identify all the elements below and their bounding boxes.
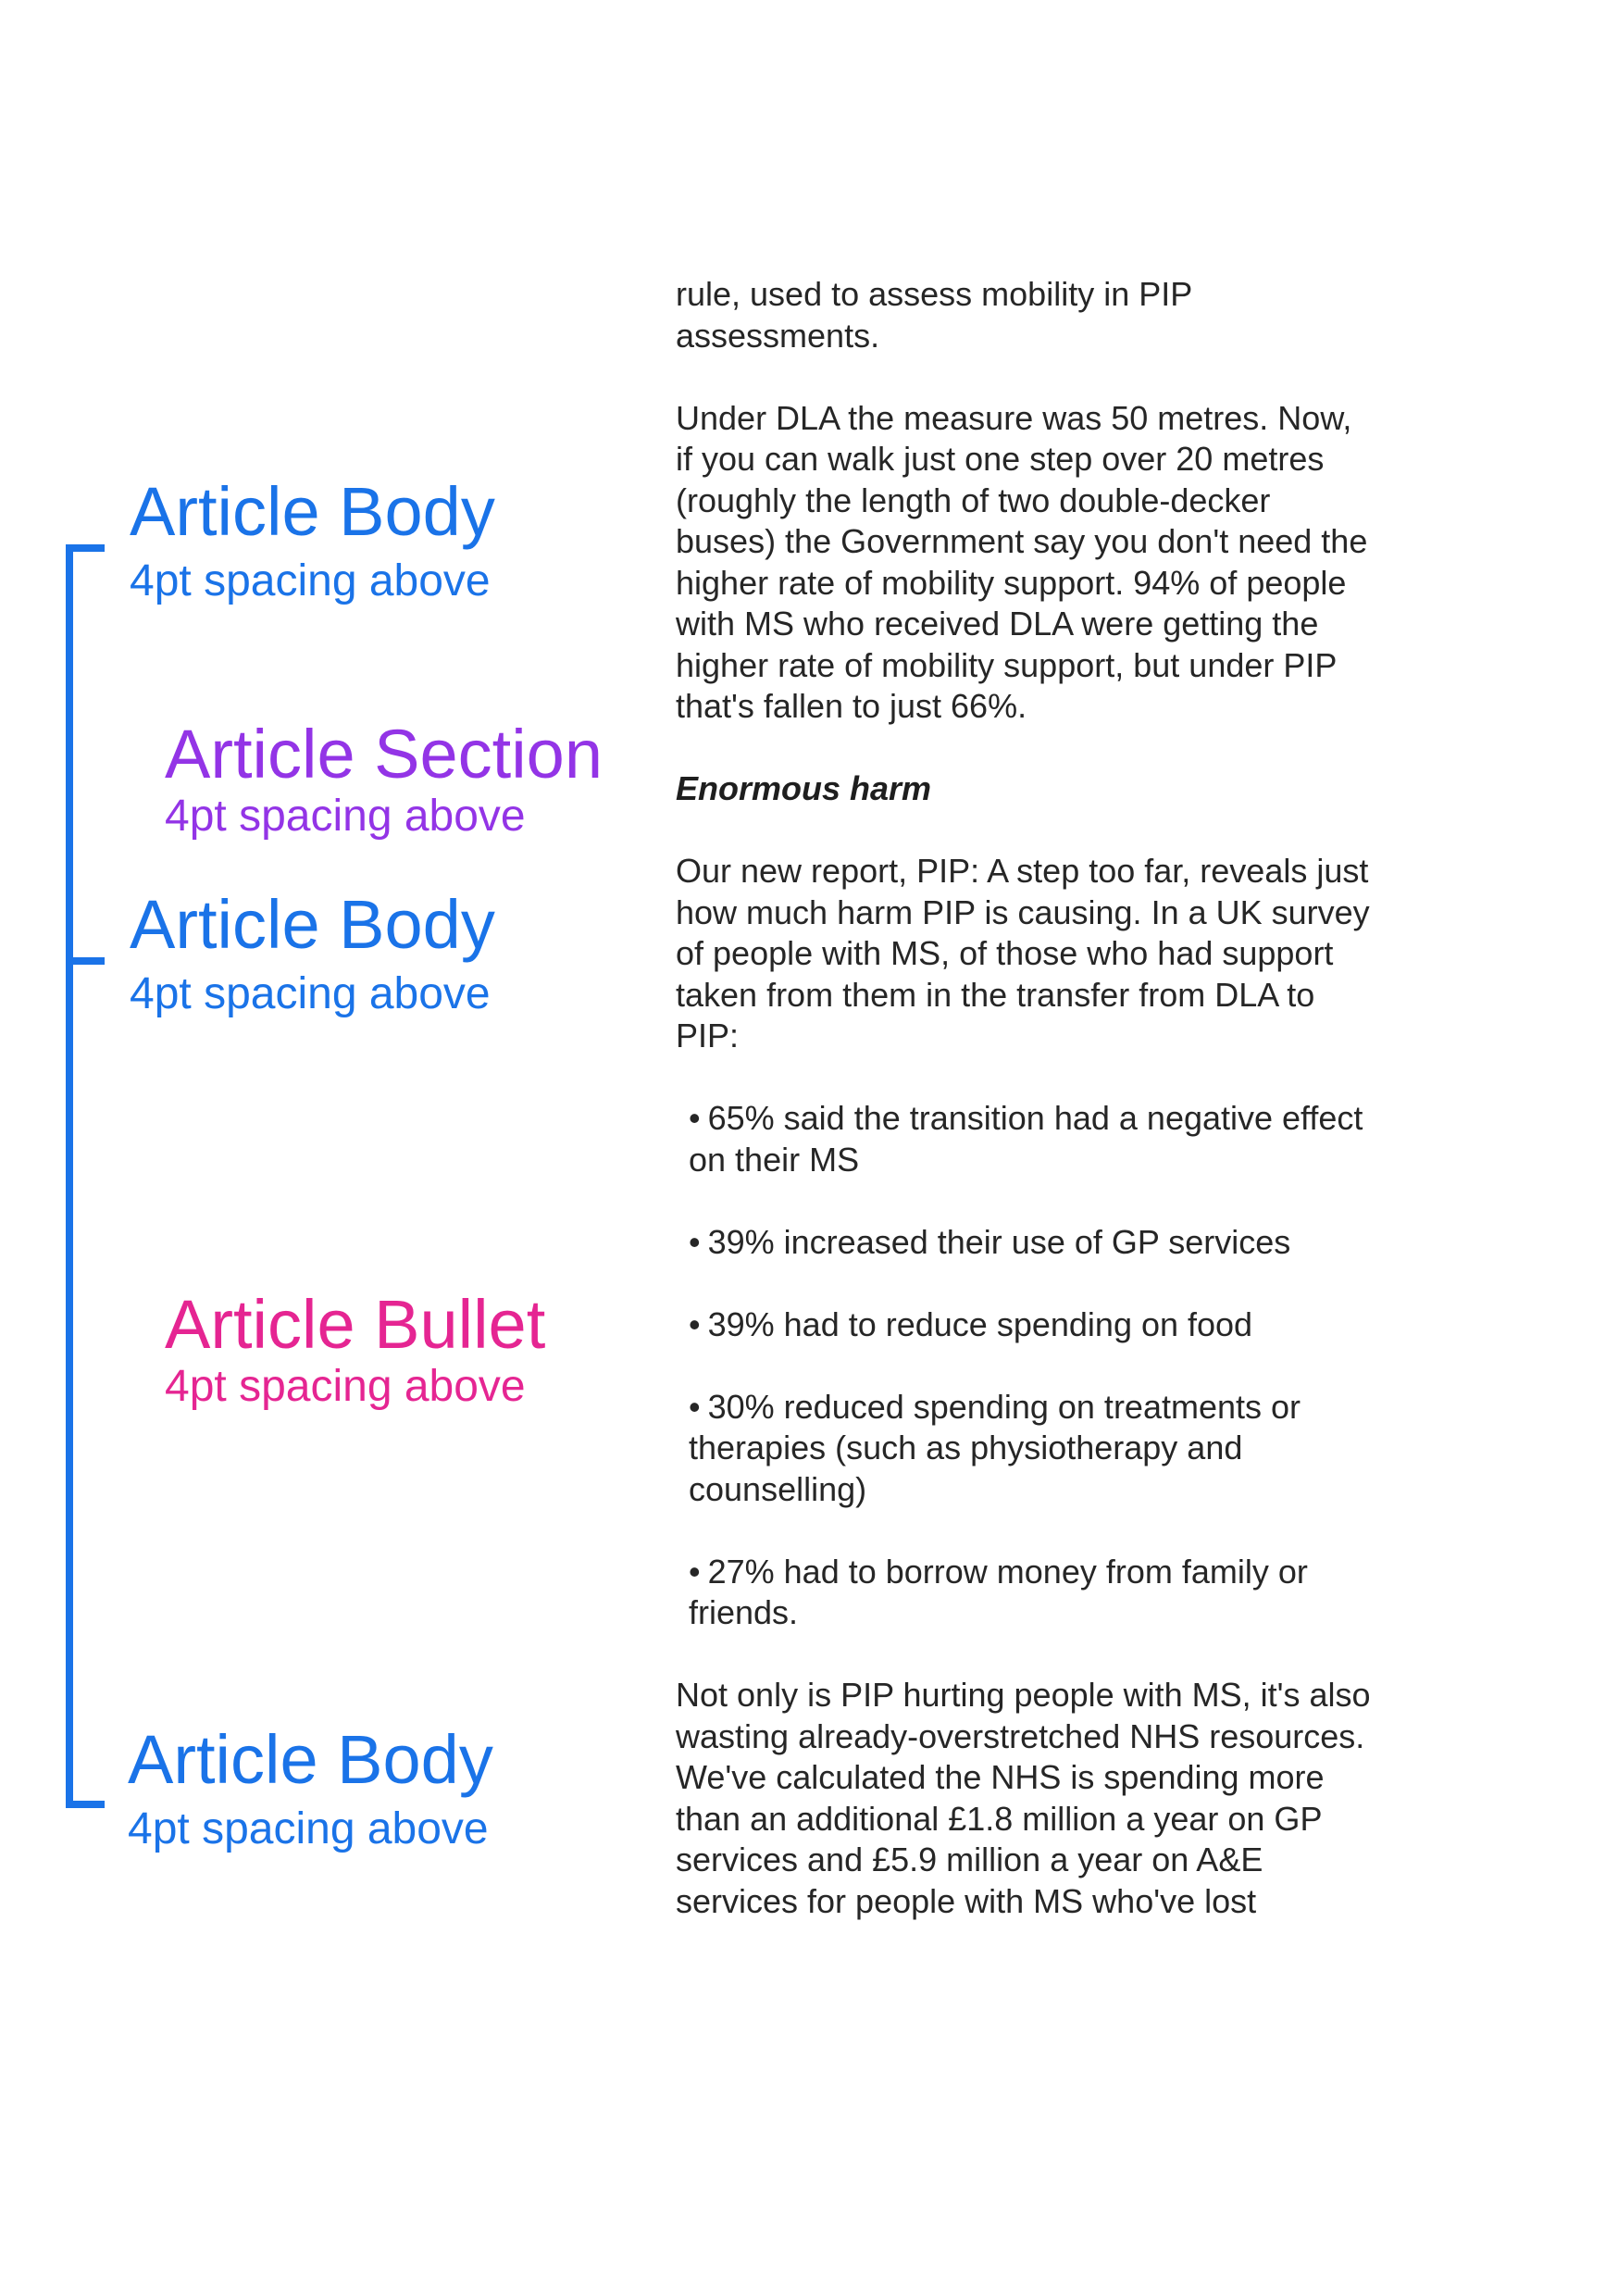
- article-bullet-1: [676, 1098, 1490, 1180]
- text-line: rule, used to assess mobility in PIP: [676, 275, 1193, 313]
- text-line: higher rate of mobility support. 94% of people: [676, 563, 1347, 602]
- text-line: counselling): [689, 1469, 867, 1508]
- text-line: Not only is PIP hurting people with MS, it's also: [676, 1676, 1371, 1714]
- text-line: that's fallen to just 66%.: [676, 687, 1027, 725]
- bullet-dot: •: [689, 1222, 701, 1261]
- text-line: with MS who received DLA were getting the: [676, 605, 1319, 643]
- text-line: on their MS: [689, 1140, 860, 1179]
- text-line: therapies (such as physiotherapy and: [689, 1429, 1243, 1466]
- annotation-article-section: [165, 716, 603, 842]
- annotation-subtitle: 4pt spacing above: [165, 1362, 526, 1411]
- text-line: Our new report, PIP: A step too far, reveals just: [676, 852, 1369, 890]
- text-line: 27% had to borrow money from family or: [707, 1552, 1308, 1591]
- text-line: buses) the Government say you don't need the: [676, 522, 1368, 560]
- article-body-paragraph-2: [676, 851, 1490, 1057]
- annotation-article-body-3: [128, 1721, 493, 1854]
- article-document: [676, 274, 1490, 1922]
- text-line: friends.: [689, 1593, 799, 1631]
- annotation-title: Article Section: [165, 716, 603, 792]
- text-line: taken from them in the transfer from DLA to: [676, 975, 1315, 1014]
- article-body-paragraph-1: [676, 398, 1490, 728]
- article-bullet-5: [676, 1552, 1490, 1634]
- article-body-paragraph-3: [676, 1675, 1490, 1922]
- bracket-tick-bottom: [66, 1801, 105, 1808]
- article-bullet-4: [676, 1387, 1490, 1511]
- text-line: We've calculated the NHS is spending more: [676, 1758, 1325, 1796]
- bracket-tick-top: [66, 544, 105, 552]
- article-intro: [676, 274, 1490, 356]
- text-line: 65% said the transition had a negative effect: [707, 1099, 1363, 1137]
- text-line: 30% reduced spending on treatments or: [707, 1387, 1301, 1426]
- annotation-subtitle: 4pt spacing above: [130, 969, 491, 1018]
- bracket-line: [66, 544, 73, 1808]
- bullet-dot: •: [689, 1304, 701, 1343]
- bullet-dot: •: [689, 1387, 701, 1426]
- text-line: 39% increased their use of GP services: [707, 1222, 1291, 1261]
- annotation-title: Article Body: [128, 1721, 493, 1798]
- article-bullet-2: [676, 1222, 1490, 1264]
- text-line: services and £5.9 million a year on A&E: [676, 1841, 1263, 1878]
- annotation-article-body-1: [130, 473, 495, 606]
- text-line: if you can walk just one step over 20 metres: [676, 440, 1325, 478]
- annotation-title: Article Body: [130, 886, 495, 963]
- annotation-title: Article Body: [130, 473, 495, 550]
- annotation-subtitle: 4pt spacing above: [165, 792, 526, 841]
- bullet-dot: •: [689, 1099, 701, 1137]
- text-line: 39% had to reduce spending on food: [707, 1304, 1253, 1343]
- annotation-article-bullet: [165, 1286, 546, 1412]
- annotation-subtitle: 4pt spacing above: [128, 1804, 489, 1853]
- annotation-article-body-2: [130, 886, 495, 1019]
- annotation-subtitle: 4pt spacing above: [130, 556, 491, 605]
- text-line: (roughly the length of two double-decker: [676, 480, 1271, 519]
- text-line: wasting already-overstretched NHS resources.: [676, 1716, 1365, 1755]
- bracket-tick-middle: [66, 957, 105, 965]
- text-line: assessments.: [676, 316, 880, 355]
- article-bullet-3: [676, 1304, 1490, 1346]
- article-section-heading: Enormous harm: [676, 769, 932, 807]
- annotation-title: Article Bullet: [165, 1286, 546, 1363]
- text-line: than an additional £1.8 million a year on GP: [676, 1799, 1323, 1838]
- text-line: Under DLA the measure was 50 metres. Now,: [676, 398, 1352, 437]
- text-line: PIP:: [676, 1017, 740, 1054]
- text-line: how much harm PIP is causing. In a UK survey: [676, 892, 1370, 931]
- text-line: higher rate of mobility support, but under PIP: [676, 645, 1338, 684]
- bullet-dot: •: [689, 1552, 701, 1591]
- text-line: of people with MS, of those who had support: [676, 934, 1334, 972]
- text-line: services for people with MS who've lost: [676, 1881, 1257, 1920]
